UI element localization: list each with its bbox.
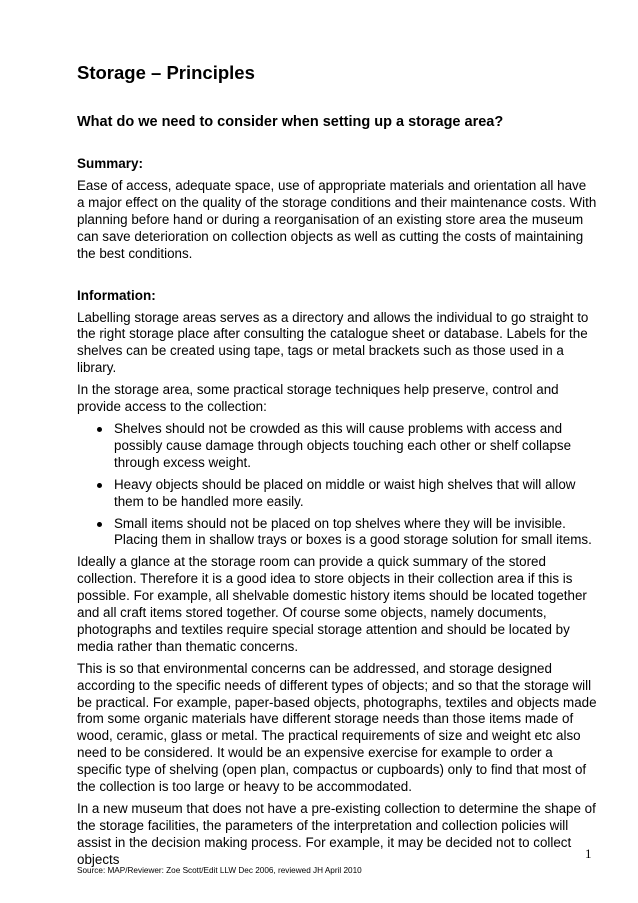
page-title: Storage – Principles — [77, 62, 255, 83]
information-paragraph-5: In a new museum that does not have a pre-existing collection to determine the shape of the storage facilities, the parameters of the interpretation and collection policies will assist in the decision making process. For example, it may be decided not to collect objects — [77, 801, 596, 867]
information-heading: Information: — [77, 287, 156, 303]
list-item — [77, 516, 597, 550]
information-paragraph-2: In the storage area, some practical storage techniques help preserve, control and provide access to the collection: — [77, 382, 559, 415]
information-paragraph-1: Labelling storage areas serves as a directory and allows the individual to go straight to the right storage place after consulting the catalogue sheet or database. Labels for the shelves can be created using tape, tags or metal brackets such as those used in a library. — [77, 309, 589, 376]
page-number: 1 — [585, 846, 592, 861]
storage-techniques-list — [77, 421, 597, 549]
key-question: What do we need to consider when setting up a storage area? — [77, 114, 504, 130]
information-paragraph-3: Ideally a glance at the storage room can provide a quick summary of the stored collection. Therefore it is a good idea to store objects in their collection area if this is possible. For example, all shelvable domestic history items should be located together and all craft items stored together. Of course some objects, namely documents, photographs and textiles require special storage attention and should be located by media rather than thematic concerns. — [77, 554, 587, 654]
list-item — [77, 477, 597, 511]
bullet-icon — [97, 483, 102, 488]
document-body — [77, 61, 597, 874]
summary-heading: Summary: — [77, 156, 144, 171]
summary-text: Ease of access, adequate space, use of appropriate materials and orientation all have a major effect on the quality of the storage conditions and their maintenance costs. With planning before hand or during a reorganisation of an existing store area the museum can save deterioration on collection objects as well as cutting the costs of maintaining the best conditions. — [77, 178, 597, 261]
list-item-text: Shelves should not be crowded as this will cause problems with access and possibly cause damage through objects touching each other or shelf collapse through excess weight. — [114, 420, 572, 470]
list-item — [77, 421, 597, 472]
list-item-text: Small items should not be placed on top shelves where they will be invisible. Placing them in shallow trays or boxes is a good storage solution for small items. — [114, 515, 592, 548]
bullet-icon — [97, 522, 102, 527]
information-paragraph-4: This is so that environmental concerns can be addressed, and storage designed according to the specific needs of different types of objects; and so that the storage will be practical. For example, paper-based objects, photographs, textiles and objects made from some organic materials have different storage needs than those items made of wood, ceramic, glass or metal. The practical requirements of size and weight etc also need to be considered. It would be an expensive exercise for example to order a specific type of shelving (open plan, compactus or cupboards) only to find that most of the collection is too large or heavy to be accommodated. — [77, 660, 597, 795]
list-item-text: Heavy objects should be placed on middle or waist high shelves that will allow them to be handled more easily. — [114, 476, 576, 509]
source-footer: Source: MAP/Reviewer: Zoe Scott/Edit LLW Dec 2006, reviewed JH April 2010 — [77, 866, 362, 875]
bullet-icon — [97, 427, 102, 432]
